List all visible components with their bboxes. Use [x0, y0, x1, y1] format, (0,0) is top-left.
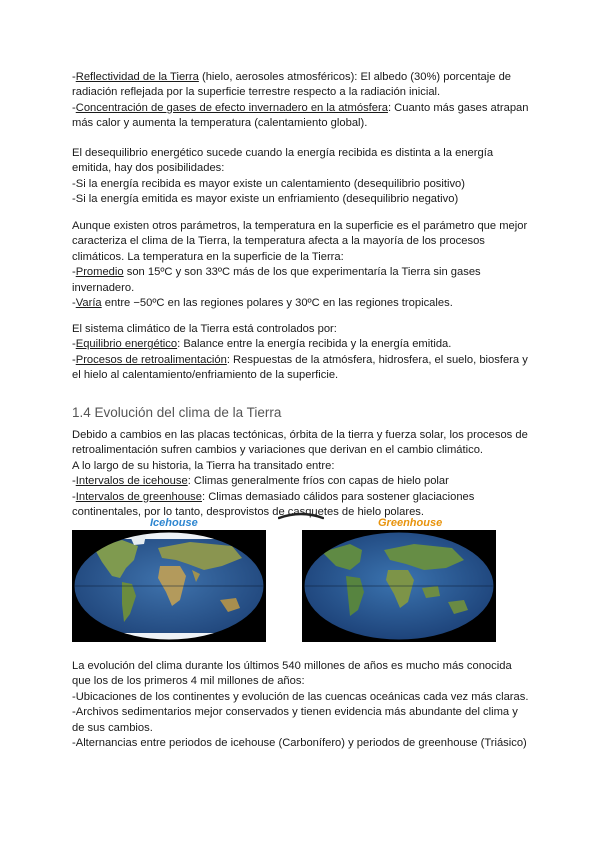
- average-paragraph: -Promedio son 15ºC y son 33ºC más de los que experimentaría la Tierra sin gases invernadero.: [72, 266, 481, 294]
- energy-balance-term: Equilibrio energético: [75, 338, 178, 351]
- icehouse-world-map: [72, 530, 266, 642]
- temperature-intro: Aunque existen otros parámetros, la temperatura en la superficie es el parámetro que mejor caracteriza el clima de la Tierra, la temperatura afecta a la mayoría de los procesos climáticos. La temperatura en la superficie de la Tierra:: [72, 220, 528, 263]
- swoosh-decoration: [278, 509, 324, 521]
- imbalance-negative: -Si la energía emitida es mayor existe un enfriamiento (desequilibrio negativo): [72, 193, 459, 206]
- icehouse-term: Intervalos de icehouse: [75, 475, 188, 488]
- temperature-section: [72, 219, 532, 311]
- average-term: Promedio: [75, 266, 124, 279]
- greenhouse-term: Intervalos de greenhouse: [75, 490, 202, 503]
- history-section: [72, 659, 532, 751]
- greenhouse-gas-term: Concentración de gases de efecto invernadero en la atmósfera: [75, 101, 388, 114]
- greenhouse-label: Greenhouse: [378, 517, 443, 529]
- history-item-sediments: -Archivos sedimentarios mejor conservados y tienen evidencia más abundante del clima y de sus cambios.: [72, 706, 518, 734]
- history-item-continents: -Ubicaciones de los continentes y evolución de las cuencas oceánicas cada vez más claras.: [72, 690, 529, 703]
- range-term: Varía: [75, 297, 102, 310]
- reflectivity-paragraph: -Reflectividad de la Tierra (hielo, aerosoles atmosféricos): El albedo (30%) porcentaje de radiación reflejada por la superficie terrestre respecto a la radiación inicial.: [72, 71, 512, 99]
- reflectivity-term: Reflectividad de la Tierra: [75, 71, 199, 83]
- climate-system-section: [72, 322, 532, 384]
- imbalance-section: [72, 146, 532, 208]
- evolution-transition: A lo largo de su historia, la Tierra ha transitado entre:: [72, 459, 335, 472]
- imbalance-intro: El desequilibrio energético sucede cuando la energía recibida es distinta a la energía emitida, hay dos posibilidades:: [72, 147, 494, 175]
- feedback-paragraph: -Procesos de retroalimentación: Respuestas de la atmósfera, hidrosfera, el suelo, biosfera y el hielo al calentamiento/enfriamiento de la superficie.: [72, 353, 528, 382]
- climate-system-intro: El sistema climático de la Tierra está controlados por:: [72, 323, 337, 335]
- greenhouse-paragraph: -Intervalos de greenhouse: Climas demasiado cálidos para sostener glaciaciones continentales, por lo tanto, desprovistos de casquetes de hielo polares.: [72, 490, 475, 519]
- albedo-section: [72, 70, 532, 132]
- evolution-section: [72, 428, 532, 520]
- evolution-intro: Debido a cambios en las placas tectónicas, órbita de la tierra y fuerza solar, los procesos de retroalimentación sufren cambios y variaciones que derivan en el cambio climático.: [72, 429, 528, 457]
- greenhouse-world-map: [302, 530, 496, 642]
- greenhouse-gas-paragraph: -Concentración de gases de efecto invernadero en la atmósfera: Cuanto más gases atrapan más calor y aumenta la temperatura (calentamiento global).: [72, 101, 529, 130]
- icehouse-paragraph: -Intervalos de icehouse: Climas generalmente fríos con capas de hielo polar: [72, 475, 449, 488]
- history-item-alternation: -Alternancias entre periodos de icehouse (Carbonífero) y periodos de greenhouse (Triásico): [72, 737, 527, 750]
- icehouse-label: Icehouse: [150, 517, 198, 529]
- range-paragraph: -Varía entre −50ºC en las regiones polares y 30ºC en las regiones tropicales.: [72, 297, 453, 310]
- energy-balance-paragraph: -Equilibrio energético: Balance entre la energía recibida y la energía emitida.: [72, 338, 452, 351]
- section-heading: 1.4 Evolución del clima de la Tierra: [72, 405, 282, 420]
- imbalance-positive: -Si la energía recibida es mayor existe un calentamiento (desequilibrio positivo): [72, 177, 466, 190]
- history-intro: La evolución del clima durante los últimos 540 millones de años es mucho más conocida que los de los primeros 4 mil millones de años:: [72, 660, 512, 688]
- feedback-term: Procesos de retroalimentación: [75, 353, 227, 366]
